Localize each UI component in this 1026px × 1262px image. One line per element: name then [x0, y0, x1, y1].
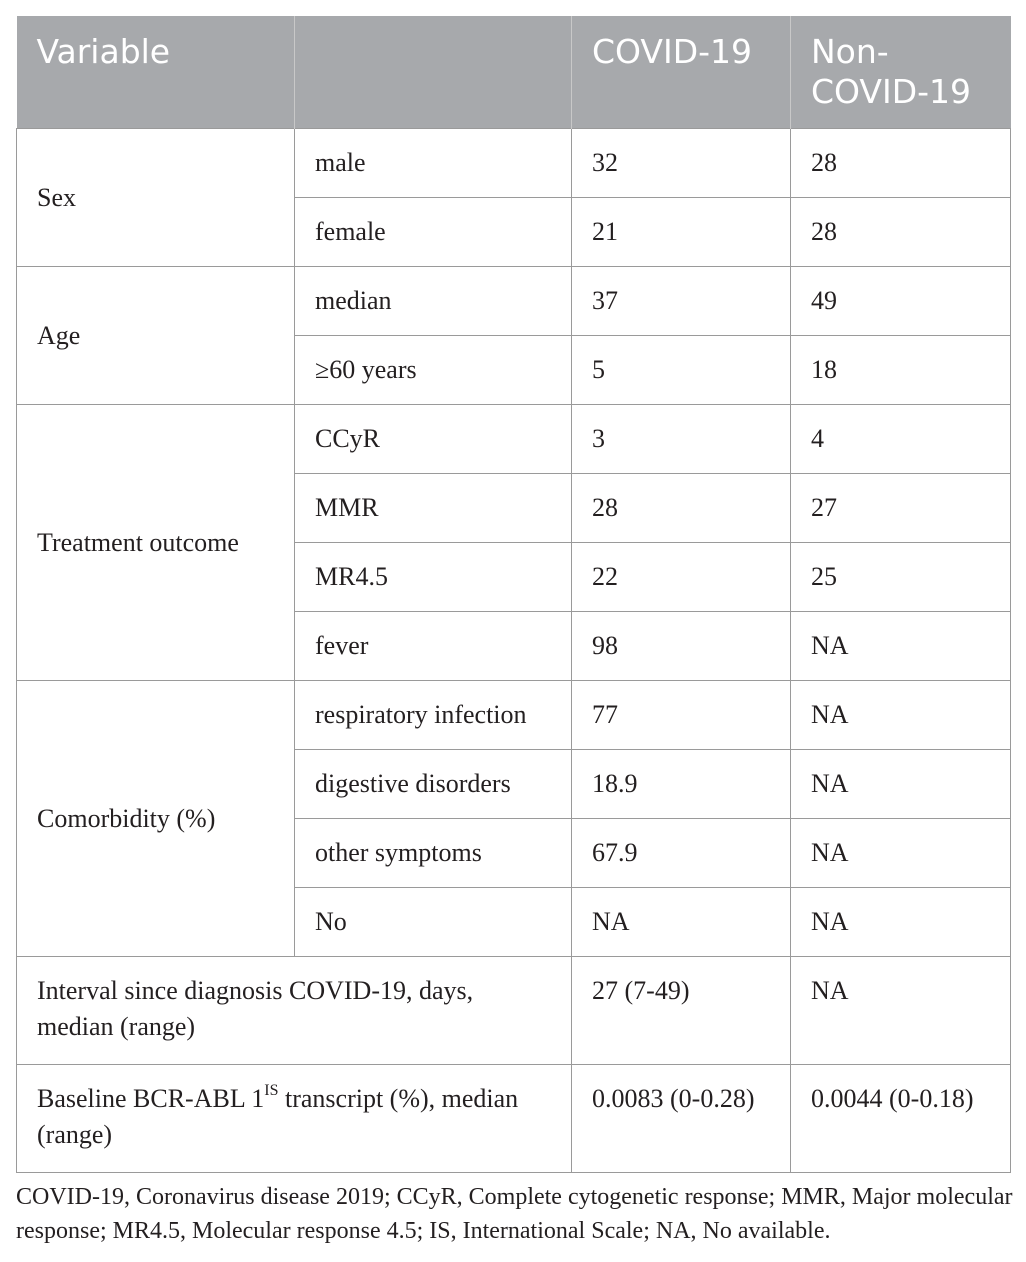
covid-value: 77: [572, 681, 791, 750]
sub-label: ≥60 years: [295, 336, 572, 405]
sub-label: No: [295, 888, 572, 957]
baseline-label-pre: Baseline BCR-ABL 1: [37, 1084, 265, 1113]
header-variable: Variable: [17, 16, 295, 129]
table-footnote: COVID-19, Coronavirus disease 2019; CCyR, Complete cytogenetic response; MMR, Major molecular response; MR4.5, Molecular response 4.5; IS, International Scale; NA, No available.: [16, 1184, 1013, 1244]
noncovid-value: NA: [791, 957, 1011, 1065]
sub-label: male: [295, 129, 572, 198]
noncovid-value: NA: [791, 612, 1011, 681]
baseline-label-post: transcript (%), median (range): [37, 1084, 519, 1149]
baseline-label: [17, 1065, 572, 1173]
covid-value: 27 (7-49): [572, 957, 791, 1065]
header-noncovid-line2: COVID-19: [811, 72, 972, 111]
covid-value: 32: [572, 129, 791, 198]
noncovid-value: NA: [791, 888, 1011, 957]
table-container: [16, 16, 1010, 1173]
sub-label: MMR: [295, 474, 572, 543]
sub-label: median: [295, 267, 572, 336]
header-covid: COVID-19: [572, 16, 791, 129]
sub-label: MR4.5: [295, 543, 572, 612]
sub-label: other symptoms: [295, 819, 572, 888]
header-blank: [295, 16, 572, 129]
sub-label: respiratory infection: [295, 681, 572, 750]
table-row: [17, 957, 1011, 1065]
covid-value: 67.9: [572, 819, 791, 888]
interval-label: Interval since diagnosis COVID-19, days, median (range): [17, 957, 572, 1065]
table-row: [17, 681, 1011, 750]
header-row: [17, 16, 1011, 129]
header-noncovid: [791, 16, 1011, 129]
covid-value: 0.0083 (0-0.28): [572, 1065, 791, 1173]
table-row: [17, 405, 1011, 474]
noncovid-value: 49: [791, 267, 1011, 336]
group-label-comorbidity: Comorbidity (%): [17, 681, 295, 957]
covid-value: 21: [572, 198, 791, 267]
header-noncovid-line1: Non-: [811, 32, 889, 71]
noncovid-value: 28: [791, 198, 1011, 267]
covid-value: 3: [572, 405, 791, 474]
covid-value: 98: [572, 612, 791, 681]
noncovid-value: NA: [791, 819, 1011, 888]
table-row: [17, 129, 1011, 198]
group-label-age: Age: [17, 267, 295, 405]
noncovid-value: 28: [791, 129, 1011, 198]
group-label-treatment: Treatment outcome: [17, 405, 295, 681]
covid-value: 28: [572, 474, 791, 543]
noncovid-value: 27: [791, 474, 1011, 543]
sub-label: digestive disorders: [295, 750, 572, 819]
noncovid-value: NA: [791, 681, 1011, 750]
table-row: [17, 267, 1011, 336]
covid-value: 22: [572, 543, 791, 612]
table-row: [17, 1065, 1011, 1173]
noncovid-value: 0.0044 (0-0.18): [791, 1065, 1011, 1173]
noncovid-value: 4: [791, 405, 1011, 474]
sub-label: female: [295, 198, 572, 267]
covid-value: NA: [572, 888, 791, 957]
covid-value: 37: [572, 267, 791, 336]
sub-label: CCyR: [295, 405, 572, 474]
noncovid-value: NA: [791, 750, 1011, 819]
noncovid-value: 25: [791, 543, 1011, 612]
group-label-sex: Sex: [17, 129, 295, 267]
covid-value: 5: [572, 336, 791, 405]
covid-value: 18.9: [572, 750, 791, 819]
data-table: [16, 16, 1011, 1173]
sub-label: fever: [295, 612, 572, 681]
baseline-label-sup: IS: [264, 1082, 279, 1100]
noncovid-value: 18: [791, 336, 1011, 405]
